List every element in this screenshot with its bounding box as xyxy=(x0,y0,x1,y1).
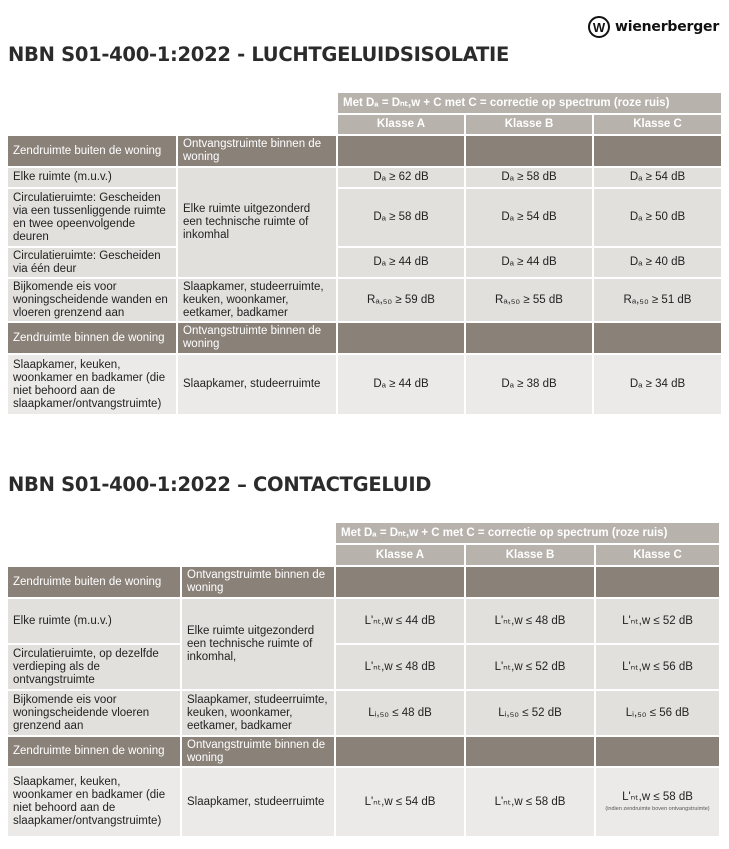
group-header-cell xyxy=(338,136,464,166)
group-header-cell xyxy=(596,567,719,597)
receive-room-merged: Elke ruimte uitgezonderd een technische ruimte of inkomhal, xyxy=(182,599,334,689)
value-cell: Dₐ ≥ 44 dB xyxy=(466,248,592,277)
value-cell: Dₐ ≥ 40 dB xyxy=(594,248,721,277)
group-header-cell xyxy=(594,323,721,353)
class-c-header: Klasse C xyxy=(594,115,721,134)
value-cell: L'ₙₜ,w ≤ 56 dB xyxy=(596,645,719,689)
value-cell: L'ₙₜ,w ≤ 52 dB xyxy=(466,645,594,689)
value-cell: Lᵢ,₅₀ ≤ 56 dB xyxy=(596,691,719,735)
section2-title: NBN S01-400-1:2022 – CONTACTGELUID xyxy=(8,473,432,496)
value-cell: Dₐ ≥ 54 dB xyxy=(594,168,721,187)
group-header-source: Zendruimte buiten de woning xyxy=(8,567,180,597)
class-a-header: Klasse A xyxy=(338,115,464,134)
value-cell: L'ₙₜ,w ≤ 48 dB xyxy=(336,645,464,689)
value-cell: Dₐ ≥ 62 dB xyxy=(338,168,464,187)
value-cell: L'ₙₜ,w ≤ 48 dB xyxy=(466,599,594,643)
value-cell: Dₐ ≥ 54 dB xyxy=(466,189,592,246)
group-header-cell xyxy=(596,737,719,766)
value-cell: Lᵢ,₅₀ ≤ 48 dB xyxy=(336,691,464,735)
impact-sound-table xyxy=(6,521,721,838)
row-label: Elke ruimte (m.u.v.) xyxy=(8,168,176,187)
receive-room: Slaapkamer, studeerruimte xyxy=(178,355,336,414)
group-header-receive: Ontvangstruimte binnen de woning xyxy=(182,737,334,766)
group-header-cell xyxy=(466,323,592,353)
group-header-source: Zendruimte binnen de woning xyxy=(8,737,180,766)
value-cell: Dₐ ≥ 44 dB xyxy=(338,248,464,277)
value-cell: L'ₙₜ,w ≤ 52 dB xyxy=(596,599,719,643)
value-cell: L'ₙₜ,w ≤ 54 dB xyxy=(336,768,464,836)
value-text: L'ₙₜ,w ≤ 58 dB xyxy=(622,791,693,803)
row-label: Bijkomende eis voor woningscheidende wanden en vloeren grenzend aan xyxy=(8,279,176,321)
group-header-source: Zendruimte buiten de woning xyxy=(8,136,176,166)
value-cell: Dₐ ≥ 38 dB xyxy=(466,355,592,414)
receive-room-merged: Elke ruimte uitgezonderd een technische ruimte of inkomhal xyxy=(178,168,336,277)
formula-header: Met Dₐ = Dₙₜ,w + C met C = correctie op spectrum (roze ruis) xyxy=(338,93,721,113)
formula-header: Met Dₐ = Dₙₜ,w + C met C = correctie op spectrum (roze ruis) xyxy=(336,523,719,543)
value-cell: Lᵢ,₅₀ ≤ 52 dB xyxy=(466,691,594,735)
group-header-cell xyxy=(336,737,464,766)
value-cell: Rₐ,₅₀ ≥ 59 dB xyxy=(338,279,464,321)
class-c-header: Klasse C xyxy=(596,545,719,565)
value-cell: Dₐ ≥ 44 dB xyxy=(338,355,464,414)
receive-room: Slaapkamer, studeerruimte, keuken, woonkamer, eetkamer, badkamer xyxy=(178,279,336,321)
group-header-cell xyxy=(466,737,594,766)
group-header-receive: Ontvangstruimte binnen de woning xyxy=(178,136,336,166)
header-spacer xyxy=(8,115,336,134)
header-spacer xyxy=(8,93,336,113)
group-header-cell xyxy=(338,323,464,353)
row-label: Slaapkamer, keuken, woonkamer en badkamer (die niet behoord aan de slaapkamer/ontvangstruimte) xyxy=(8,768,180,836)
group-header-cell xyxy=(466,136,592,166)
row-label: Circulatieruimte: Gescheiden via één deur xyxy=(8,248,176,277)
group-header-cell xyxy=(336,567,464,597)
brand-logo xyxy=(588,16,719,38)
value-cell: Dₐ ≥ 34 dB xyxy=(594,355,721,414)
row-label: Circulatieruimte: Gescheiden via een tussenliggende ruimte en twee opeenvolgende deuren xyxy=(8,189,176,246)
footnote: (indien zendruimte boven ontvangstruimte) xyxy=(605,806,710,812)
section1-title: NBN S01-400-1:2022 - LUCHTGELUIDSISOLATIE xyxy=(8,43,510,66)
value-cell-with-note xyxy=(596,768,719,836)
group-header-receive: Ontvangstruimte binnen de woning xyxy=(182,567,334,597)
header-spacer xyxy=(8,545,334,565)
group-header-cell xyxy=(594,136,721,166)
receive-room: Slaapkamer, studeerruimte xyxy=(182,768,334,836)
value-cell: Dₐ ≥ 58 dB xyxy=(466,168,592,187)
wienerberger-logo-icon: W xyxy=(588,16,610,38)
class-b-header: Klasse B xyxy=(466,115,592,134)
brand-name: wienerberger xyxy=(615,19,720,35)
value-cell: Dₐ ≥ 50 dB xyxy=(594,189,721,246)
class-b-header: Klasse B xyxy=(466,545,594,565)
row-label: Circulatieruimte, op dezelfde verdieping als de ontvangstruimte xyxy=(8,645,180,689)
row-label: Elke ruimte (m.u.v.) xyxy=(8,599,180,643)
value-cell: Dₐ ≥ 58 dB xyxy=(338,189,464,246)
row-label: Bijkomende eis voor woningscheidende vloeren grenzend aan xyxy=(8,691,180,735)
group-header-receive: Ontvangstruimte binnen de woning xyxy=(178,323,336,353)
class-a-header: Klasse A xyxy=(336,545,464,565)
receive-room: Slaapkamer, studeerruimte, keuken, woonkamer, eetkamer, badkamer xyxy=(182,691,334,735)
value-cell: L'ₙₜ,w ≤ 58 dB xyxy=(466,768,594,836)
group-header-source: Zendruimte binnen de woning xyxy=(8,323,176,353)
airborne-sound-table xyxy=(6,91,723,416)
value-cell: L'ₙₜ,w ≤ 44 dB xyxy=(336,599,464,643)
value-cell: Rₐ,₅₀ ≥ 51 dB xyxy=(594,279,721,321)
row-label: Slaapkamer, keuken, woonkamer en badkamer (die niet behoord aan de slaapkamer/ontvangstruimte) xyxy=(8,355,176,414)
value-cell: Rₐ,₅₀ ≥ 55 dB xyxy=(466,279,592,321)
group-header-cell xyxy=(466,567,594,597)
header-spacer xyxy=(8,523,334,543)
